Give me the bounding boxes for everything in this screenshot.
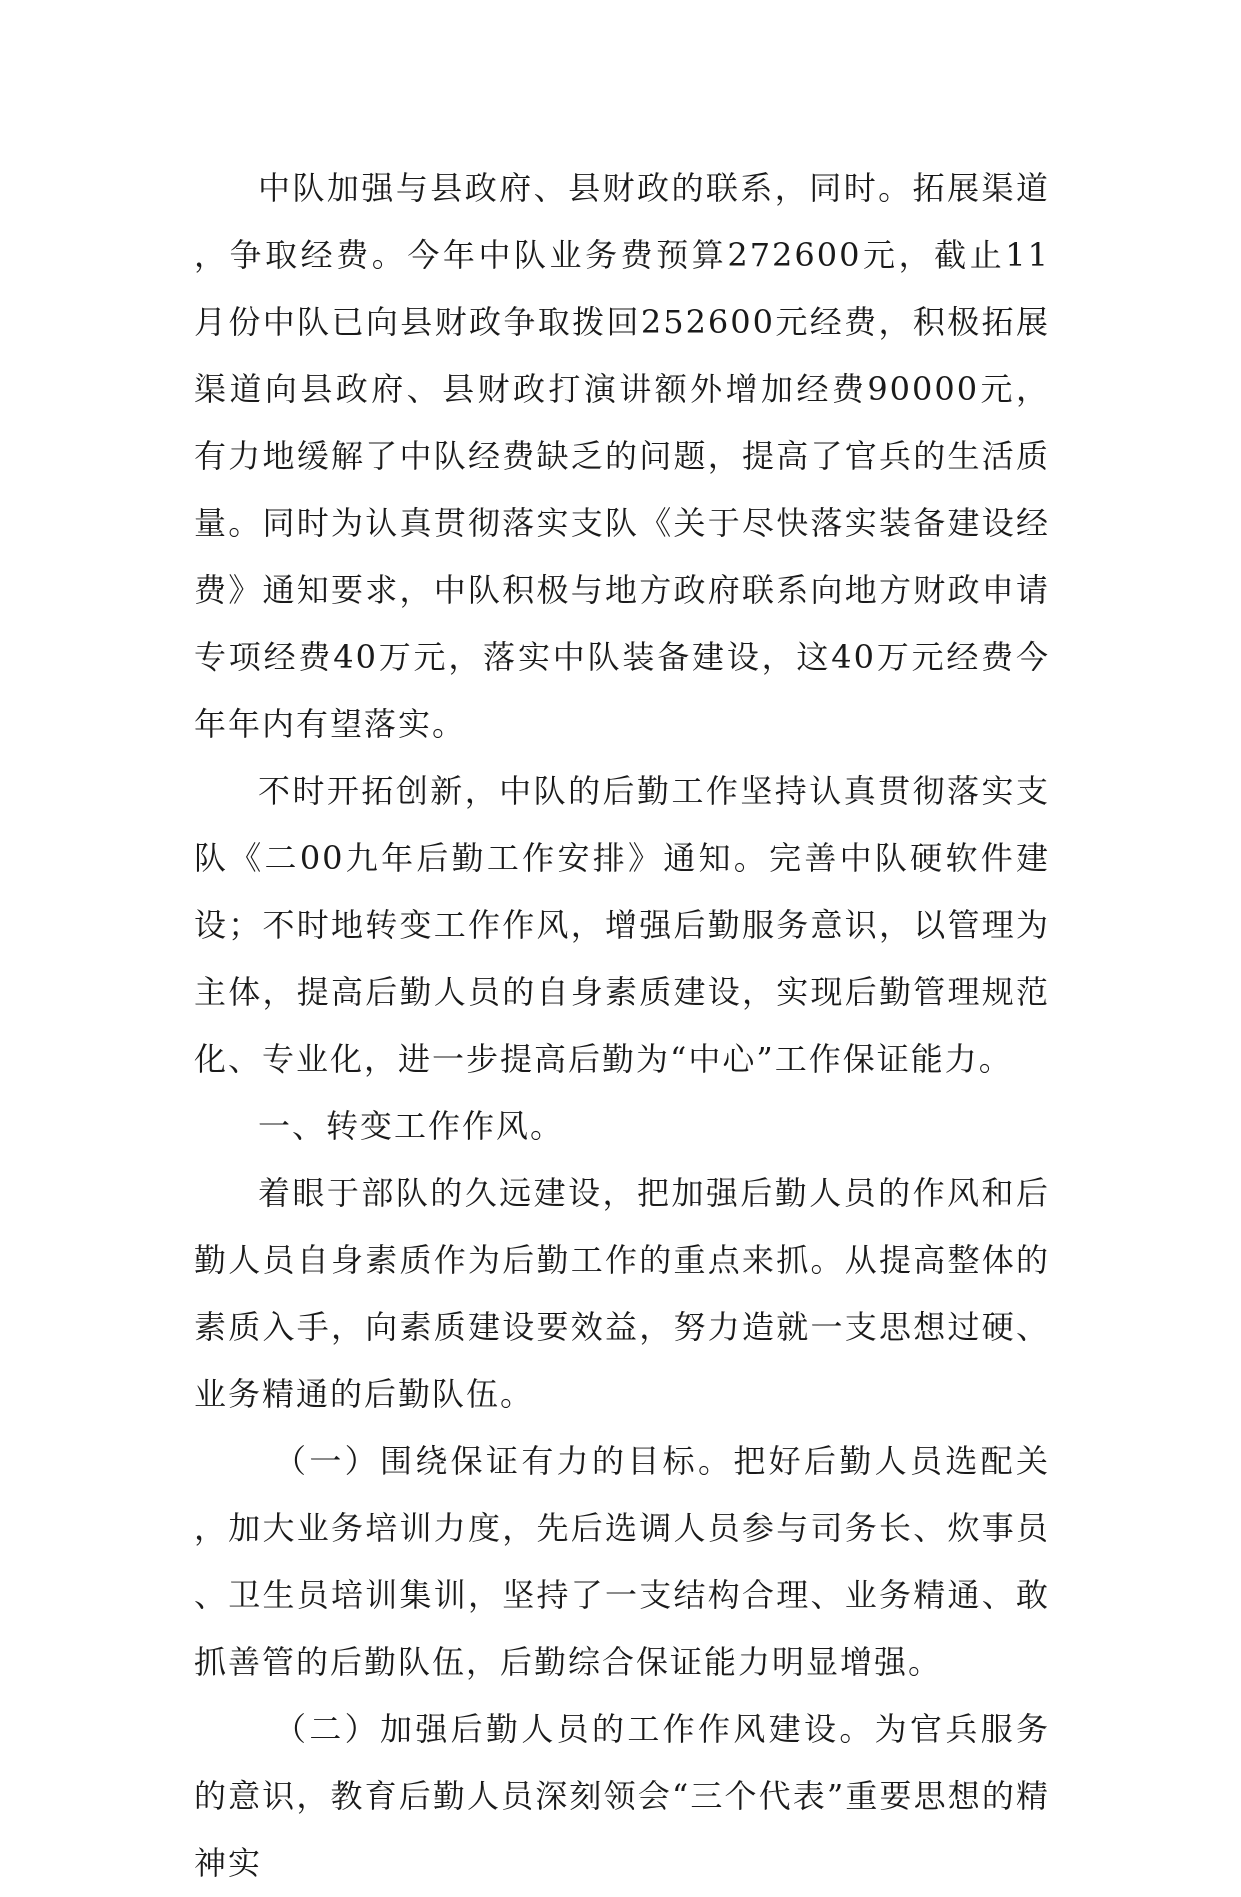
subsection-1-guarantee-target: （一）围绕保证有力的目标。把好后勤人员选配关，加大业务培训力度，先后选调人员参与司务长、炊事员、卫生员培训集训，坚持了一支结构合理、业务精通、敢抓善管的后勤队伍，后勤综合保证能力明显增强。 [194, 1442, 1050, 1681]
document-body [194, 155, 1050, 1897]
paragraph-long-term-building: 着眼于部队的久远建设，把加强后勤人员的作风和后勤人员自身素质作为后勤工作的重点来抓。从提高整体的素质入手，向素质建设要效益，努力造就一支思想过硬、业务精通的后勤队伍。 [194, 1174, 1050, 1413]
paragraph-funding: 中队加强与县政府、县财政的联系，同时。拓展渠道，争取经费。今年中队业务费预算272600元，截止11月份中队已向县财政争取拨回252600元经费，积极拓展渠道向县政府、县财政打演讲额外增加经费90000元，有力地缓解了中队经费缺乏的问题，提高了官兵的生活质量。同时为认真贯彻落实支队《关于尽快落实装备建设经费》通知要求，中队积极与地方政府联系向地方财政申请专项经费40万元，落实中队装备建设，这40万元经费今年年内有望落实。 [194, 169, 1050, 743]
section-heading-work-style: 一、转变工作作风。 [258, 1107, 565, 1145]
paragraph-innovation: 不时开拓创新，中队的后勤工作坚持认真贯彻落实支队《二00九年后勤工作安排》通知。完善中队硬软件建设；不时地转变工作作风，增强后勤服务意识，以管理为主体，提高后勤人员的自身素质建设，实现后勤管理规范化、专业化，进一步提高后勤为“中心”工作保证能力。 [194, 772, 1050, 1078]
subsection-2-work-style: （二）加强后勤人员的工作作风建设。为官兵服务的意识，教育后勤人员深刻领会“三个代表”重要思想的精神实 [194, 1710, 1050, 1882]
